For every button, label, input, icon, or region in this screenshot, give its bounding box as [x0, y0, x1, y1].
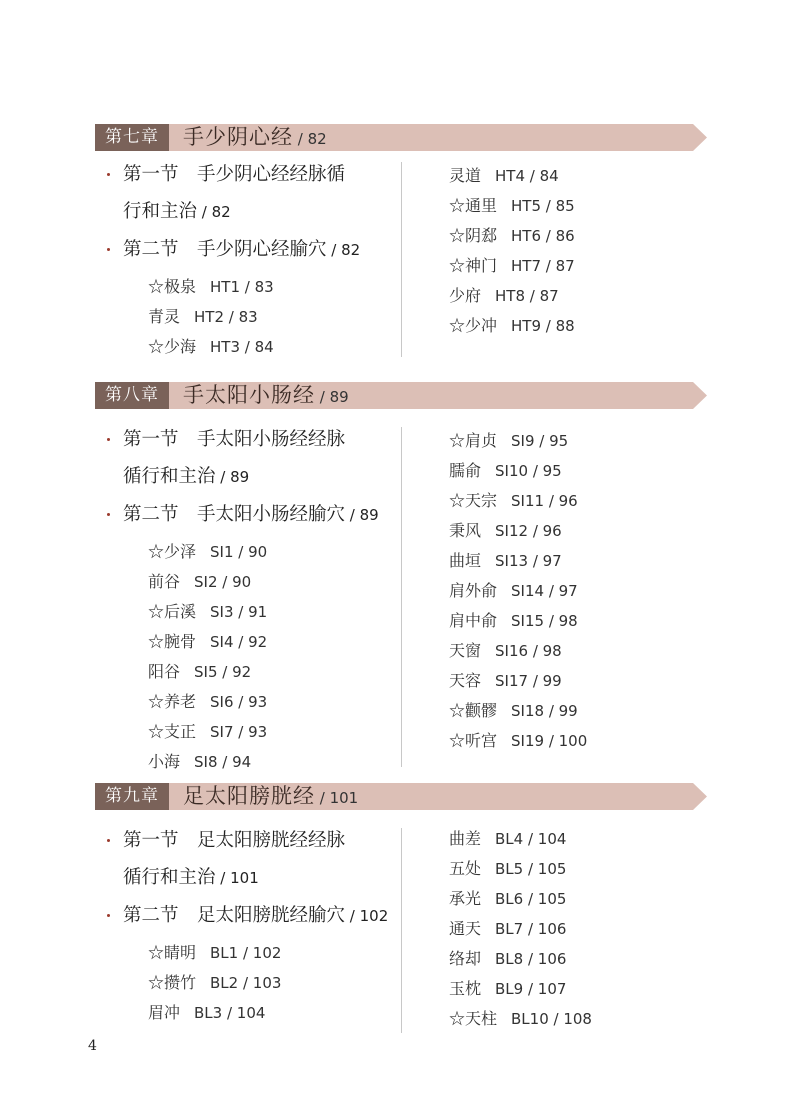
- point-name: ☆极泉: [148, 277, 197, 296]
- point-code: BL2 / 103: [210, 974, 282, 992]
- point-code: HT8 / 87: [495, 287, 559, 305]
- point-code: HT9 / 88: [511, 317, 575, 335]
- point-name: 天窗: [449, 641, 482, 660]
- acupoint-entry[interactable]: [449, 546, 699, 576]
- acupoint-entry[interactable]: [95, 627, 395, 657]
- column-divider: [401, 828, 402, 1033]
- point-name: ☆天宗: [449, 491, 498, 510]
- toc-section-link[interactable]: [95, 421, 395, 496]
- point-code: SI12 / 96: [495, 522, 562, 540]
- point-name: ☆腕骨: [148, 632, 197, 651]
- chapter-page: / 101: [315, 789, 359, 807]
- acupoint-entry[interactable]: [449, 486, 699, 516]
- acupoint-entry[interactable]: [449, 221, 699, 251]
- chapter-title-link[interactable]: [183, 382, 349, 409]
- point-code: SI10 / 95: [495, 462, 562, 480]
- chapter-number: 第七章: [95, 124, 169, 151]
- point-code: SI14 / 97: [511, 582, 578, 600]
- acupoint-entry[interactable]: [449, 884, 699, 914]
- point-name: ☆支正: [148, 722, 197, 741]
- point-code: HT2 / 83: [194, 308, 258, 326]
- section-page: / 82: [197, 203, 231, 221]
- acupoint-entry[interactable]: [449, 944, 699, 974]
- acupoint-entry[interactable]: [449, 974, 699, 1004]
- acupoint-entry[interactable]: [95, 717, 395, 747]
- point-name: ☆少泽: [148, 542, 197, 561]
- section-title: 第二节 手少阴心经腧穴: [123, 239, 327, 260]
- point-name: ☆后溪: [148, 602, 197, 621]
- point-code: BL6 / 105: [495, 890, 567, 908]
- section-title-cont: 循行和主治: [123, 466, 216, 487]
- chapter-7: [95, 124, 707, 356]
- point-name: 灵道: [449, 166, 482, 185]
- acupoint-entry[interactable]: [449, 191, 699, 221]
- acupoint-entry[interactable]: [95, 332, 395, 362]
- bullet-icon: [107, 173, 110, 176]
- point-code: SI8 / 94: [194, 753, 252, 771]
- acupoint-entry[interactable]: [449, 606, 699, 636]
- point-code: SI6 / 93: [210, 693, 268, 711]
- section-title: 第一节 足太阳膀胱经经脉: [123, 830, 346, 851]
- point-name: ☆颧髎: [449, 701, 498, 720]
- point-code: HT1 / 83: [210, 278, 274, 296]
- point-code: BL4 / 104: [495, 830, 567, 848]
- point-name: 小海: [148, 752, 181, 771]
- point-code: HT3 / 84: [210, 338, 274, 356]
- point-name: 前谷: [148, 572, 181, 591]
- bullet-icon: [107, 438, 110, 441]
- point-code: SI17 / 99: [495, 672, 562, 690]
- point-name: 曲差: [449, 829, 482, 848]
- point-name: 肩中俞: [449, 611, 498, 630]
- point-name: 肩外俞: [449, 581, 498, 600]
- point-code: BL7 / 106: [495, 920, 567, 938]
- acupoint-entry[interactable]: [95, 272, 395, 302]
- point-name: ☆通里: [449, 196, 498, 215]
- point-code: SI4 / 92: [210, 633, 268, 651]
- point-code: SI1 / 90: [210, 543, 268, 561]
- section-page: / 89: [345, 506, 379, 524]
- point-name: 天容: [449, 671, 482, 690]
- point-name: ☆天柱: [449, 1009, 498, 1028]
- point-code: SI9 / 95: [511, 432, 569, 450]
- chapter-page: / 89: [315, 388, 349, 406]
- point-code: SI5 / 92: [194, 663, 252, 681]
- chapter-title-link[interactable]: [183, 124, 327, 151]
- toc-section-link[interactable]: [95, 496, 395, 534]
- point-name: 臑俞: [449, 461, 482, 480]
- acupoint-entry[interactable]: [449, 311, 699, 341]
- acupoint-entry[interactable]: [95, 537, 395, 567]
- point-code: SI11 / 96: [511, 492, 578, 510]
- point-name: 秉风: [449, 521, 482, 540]
- bullet-icon: [107, 513, 110, 516]
- point-code: BL1 / 102: [210, 944, 282, 962]
- point-name: 曲垣: [449, 551, 482, 570]
- toc-section-link[interactable]: [95, 822, 395, 897]
- acupoint-entry[interactable]: [449, 666, 699, 696]
- chapter-header: [95, 783, 707, 810]
- point-code: HT5 / 85: [511, 197, 575, 215]
- acupoint-entry[interactable]: [449, 726, 699, 756]
- point-name: ☆睛明: [148, 943, 197, 962]
- point-name: ☆听宫: [449, 731, 498, 750]
- point-code: SI15 / 98: [511, 612, 578, 630]
- acupoint-entry[interactable]: [449, 636, 699, 666]
- acupoint-entry[interactable]: [449, 854, 699, 884]
- chapter-header: [95, 124, 707, 151]
- section-page: / 102: [345, 907, 389, 925]
- acupoint-entry[interactable]: [95, 567, 395, 597]
- point-code: BL3 / 104: [194, 1004, 266, 1022]
- toc-section-link[interactable]: [95, 897, 395, 935]
- point-name: ☆攒竹: [148, 973, 197, 992]
- acupoint-entry[interactable]: [449, 456, 699, 486]
- point-code: SI3 / 91: [210, 603, 268, 621]
- point-name: 少府: [449, 286, 482, 305]
- point-name: ☆阴郄: [449, 226, 498, 245]
- point-code: BL5 / 105: [495, 860, 567, 878]
- column-divider: [401, 427, 402, 767]
- point-code: SI13 / 97: [495, 552, 562, 570]
- acupoint-entry[interactable]: [95, 302, 395, 332]
- point-name: 眉冲: [148, 1003, 181, 1022]
- acupoint-entry[interactable]: [449, 696, 699, 726]
- section-title: 第一节 手太阳小肠经经脉: [123, 429, 346, 450]
- point-code: HT6 / 86: [511, 227, 575, 245]
- chapter-title: 足太阳膀胱经: [183, 784, 315, 808]
- point-name: ☆少海: [148, 337, 197, 356]
- chapter-8: [95, 382, 707, 771]
- acupoint-entry[interactable]: [449, 281, 699, 311]
- point-code: SI18 / 99: [511, 702, 578, 720]
- column-divider: [401, 162, 402, 357]
- point-name: 络却: [449, 949, 482, 968]
- point-name: 通天: [449, 919, 482, 938]
- section-title-cont: 行和主治: [123, 201, 198, 222]
- chapter-header: [95, 382, 707, 409]
- chapter-number: 第九章: [95, 783, 169, 810]
- chapter-page: / 82: [293, 130, 327, 148]
- acupoint-entry[interactable]: [95, 968, 395, 998]
- section-page: / 82: [326, 241, 361, 259]
- point-code: SI7 / 93: [210, 723, 268, 741]
- point-name: ☆神门: [449, 256, 498, 275]
- section-page: / 89: [215, 468, 250, 486]
- point-name: 承光: [449, 889, 482, 908]
- point-name: 玉枕: [449, 979, 482, 998]
- point-code: HT4 / 84: [495, 167, 559, 185]
- bullet-icon: [107, 914, 110, 917]
- point-name: 阳谷: [148, 662, 181, 681]
- point-name: ☆养老: [148, 692, 197, 711]
- point-code: SI2 / 90: [194, 573, 252, 591]
- acupoint-entry[interactable]: [449, 426, 699, 456]
- acupoint-entry[interactable]: [449, 1004, 699, 1034]
- point-code: SI19 / 100: [511, 732, 588, 750]
- section-title: 第一节 手少阴心经经脉循: [123, 164, 346, 185]
- acupoint-entry[interactable]: [95, 938, 395, 968]
- acupoint-entry[interactable]: [95, 687, 395, 717]
- point-code: BL8 / 106: [495, 950, 567, 968]
- acupoint-entry[interactable]: [95, 657, 395, 687]
- acupoint-entry[interactable]: [449, 914, 699, 944]
- point-name: 青灵: [148, 307, 181, 326]
- acupoint-entry[interactable]: [95, 998, 395, 1028]
- page-number: 4: [88, 1038, 97, 1054]
- point-code: BL10 / 108: [511, 1010, 592, 1028]
- acupoint-entry[interactable]: [95, 747, 395, 777]
- chapter-title-link[interactable]: [183, 783, 358, 810]
- chapter-9: [95, 783, 707, 1028]
- bullet-icon: [107, 248, 110, 251]
- acupoint-entry[interactable]: [449, 576, 699, 606]
- section-title-cont: 循行和主治: [123, 867, 216, 888]
- point-code: HT7 / 87: [511, 257, 575, 275]
- point-name: 五处: [449, 859, 482, 878]
- acupoint-entry[interactable]: [95, 597, 395, 627]
- toc-section-link[interactable]: [95, 156, 395, 231]
- section-title: 第二节 足太阳膀胱经腧穴: [123, 905, 346, 926]
- toc-section-link[interactable]: [95, 231, 395, 269]
- point-name: ☆肩贞: [449, 431, 498, 450]
- acupoint-entry[interactable]: [449, 161, 699, 191]
- chapter-title: 手太阳小肠经: [183, 383, 315, 407]
- acupoint-entry[interactable]: [449, 251, 699, 281]
- bullet-icon: [107, 839, 110, 842]
- section-title: 第二节 手太阳小肠经腧穴: [123, 504, 346, 525]
- acupoint-entry[interactable]: [449, 516, 699, 546]
- section-page: / 101: [215, 869, 259, 887]
- point-code: SI16 / 98: [495, 642, 562, 660]
- chapter-title: 手少阴心经: [183, 125, 293, 149]
- point-code: BL9 / 107: [495, 980, 567, 998]
- acupoint-entry[interactable]: [449, 824, 699, 854]
- point-name: ☆少冲: [449, 316, 498, 335]
- chapter-number: 第八章: [95, 382, 169, 409]
